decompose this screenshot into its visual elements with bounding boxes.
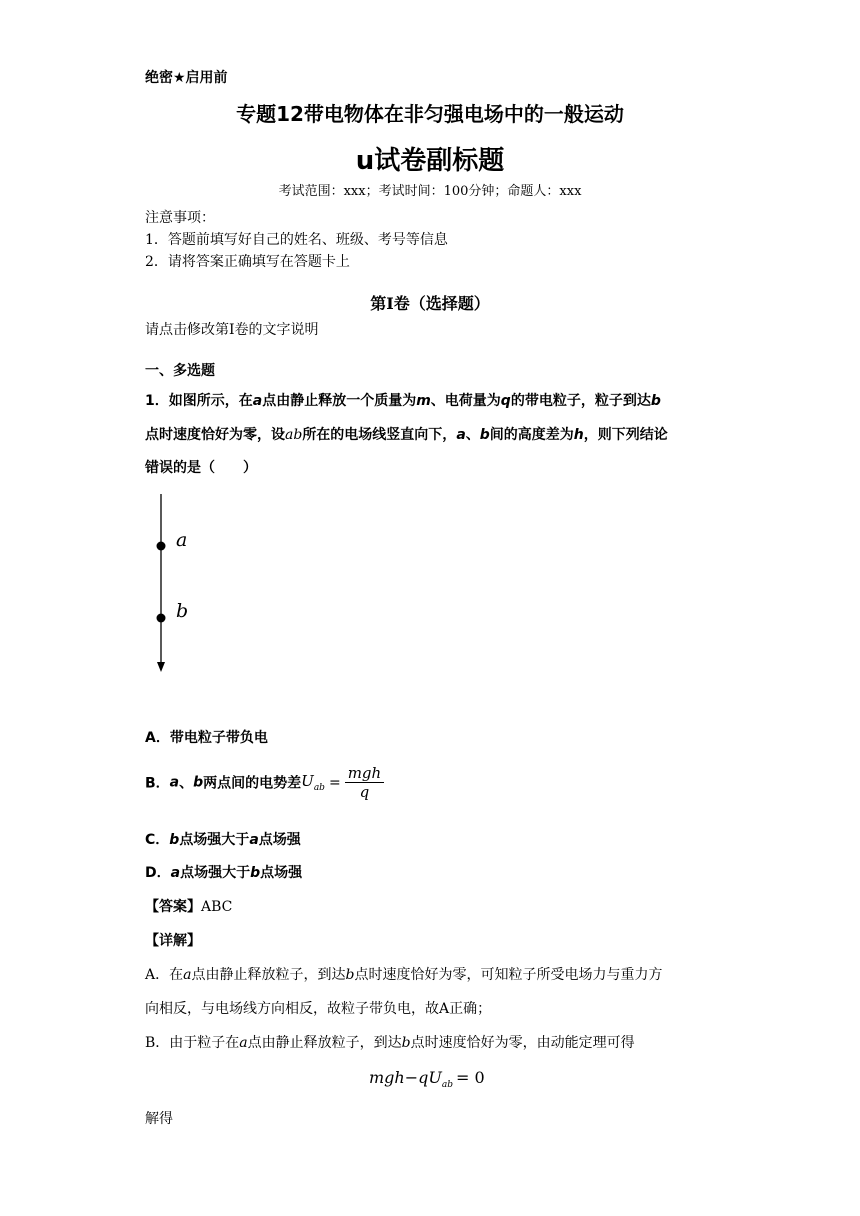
option-text: 带电粒子带负电	[169, 730, 268, 746]
explain-text: 点由静止释放粒子，到达	[191, 967, 346, 983]
question-line-2	[145, 424, 668, 444]
equation	[369, 1068, 485, 1090]
var-q: q	[500, 393, 511, 409]
explain-text: 点时速度恰好为零，由动能定理可得	[410, 1035, 635, 1051]
var-b: b	[169, 832, 180, 848]
answer-line	[145, 896, 232, 916]
separator: 、	[179, 775, 194, 792]
option-text: 点场强大于	[179, 832, 250, 848]
stem-text: 的带电粒子，粒子到达	[510, 393, 651, 409]
question-line-3: 错误的是（ ）	[145, 460, 257, 476]
var-h: h	[573, 427, 584, 443]
eq-mgh: mgh	[369, 1068, 405, 1087]
notes-item: 1．答题前填写好自己的姓名、班级、考号等信息	[145, 232, 448, 248]
option-c	[145, 829, 301, 849]
var-m: m	[416, 393, 431, 409]
var-a: a	[456, 427, 466, 443]
option-text: 点场强大于	[180, 865, 251, 881]
fraction-numerator: mgh	[345, 764, 385, 783]
question-line-1	[145, 390, 661, 410]
option-letter: B．	[145, 775, 170, 792]
exam-info: 考试范围：xxx；考试时间：100分钟；命题人：xxx	[278, 184, 582, 199]
var-a: a	[183, 967, 192, 983]
var-b: b	[401, 1035, 411, 1051]
var-b: b	[345, 967, 355, 983]
answer-value: ABC	[201, 899, 233, 915]
paper-subtitle: u试卷副标题	[355, 146, 505, 176]
option-letter: D．	[145, 865, 171, 881]
explain-b-line-1	[145, 1032, 635, 1052]
explain-label: 【详解】	[145, 933, 201, 949]
point-a-dot	[157, 542, 166, 551]
stem-text: 如图所示，在	[168, 393, 253, 409]
separator: 、	[465, 427, 480, 443]
var-b: b	[193, 774, 204, 791]
part-label: 一、多选题	[145, 363, 215, 379]
stem-text: 、电荷量为	[430, 393, 501, 409]
question-number: 1．	[145, 393, 169, 409]
field-line-figure	[140, 490, 220, 680]
explain-a-line-1	[145, 964, 662, 984]
point-b-dot	[157, 614, 166, 623]
arrow-head-icon	[157, 662, 165, 672]
stem-text: 点时速度恰好为零，设	[145, 427, 285, 443]
option-letter: A．	[145, 730, 170, 746]
option-text: 点场强	[258, 832, 301, 848]
var-a: a	[239, 1035, 248, 1051]
fraction-denominator: q	[359, 783, 370, 801]
var-a: a	[249, 832, 259, 848]
explain-a-line-2: 向相反，与电场线方向相反，故粒子带负电，故A正确；	[145, 1001, 492, 1017]
answer-label: 【答案】	[145, 899, 201, 915]
option-letter: C．	[145, 832, 170, 848]
var-a: a	[169, 774, 180, 791]
var-ab: ab	[285, 427, 303, 443]
formula-u: $U_{ab}$	[301, 772, 325, 793]
option-text: 两点间的电势差	[203, 775, 302, 792]
notes-heading: 注意事项：	[145, 210, 215, 226]
point-b-label: b	[176, 600, 189, 622]
var-b: b	[650, 393, 661, 409]
var-b: b	[479, 427, 490, 443]
option-text: 点场强	[260, 865, 303, 881]
formula-fraction	[345, 764, 385, 801]
eq-minus: −	[404, 1068, 419, 1087]
option-a	[145, 727, 268, 747]
eq-sub: ab	[441, 1080, 453, 1091]
paper-title: 专题12带电物体在非匀强电场中的一般运动	[236, 102, 624, 126]
option-b	[145, 764, 384, 801]
option-d	[145, 862, 302, 882]
stem-text: ，则下列结论	[583, 427, 668, 443]
section-title: 第I卷（选择题）	[370, 294, 490, 313]
stem-text: 点由静止释放一个质量为	[262, 393, 417, 409]
stem-text: 间的高度差为	[489, 427, 574, 443]
eq-u: U	[428, 1068, 442, 1087]
notes-item: 2．请将答案正确填写在答题卡上	[145, 254, 350, 270]
point-a-label: a	[176, 529, 188, 551]
explain-text: 点时速度恰好为零，可知粒子所受电场力与重力方	[354, 967, 663, 983]
explain-text: 点由静止释放粒子，到达	[247, 1035, 402, 1051]
eq-rhs: = 0	[456, 1068, 485, 1087]
var-a: a	[170, 865, 181, 881]
explain-text: B．由于粒子在	[145, 1035, 240, 1051]
section-description: 请点击修改第I卷的文字说明	[145, 322, 319, 338]
formula-equals: =	[328, 774, 341, 791]
stem-text: 所在的电场线竖直向下，	[302, 427, 457, 443]
secret-label: 绝密★启用前	[145, 70, 228, 86]
solve-label: 解得	[145, 1111, 173, 1127]
var-a: a	[252, 393, 263, 409]
var-b: b	[250, 865, 261, 881]
explain-text: A．在	[145, 967, 184, 983]
eq-q: q	[418, 1068, 429, 1087]
